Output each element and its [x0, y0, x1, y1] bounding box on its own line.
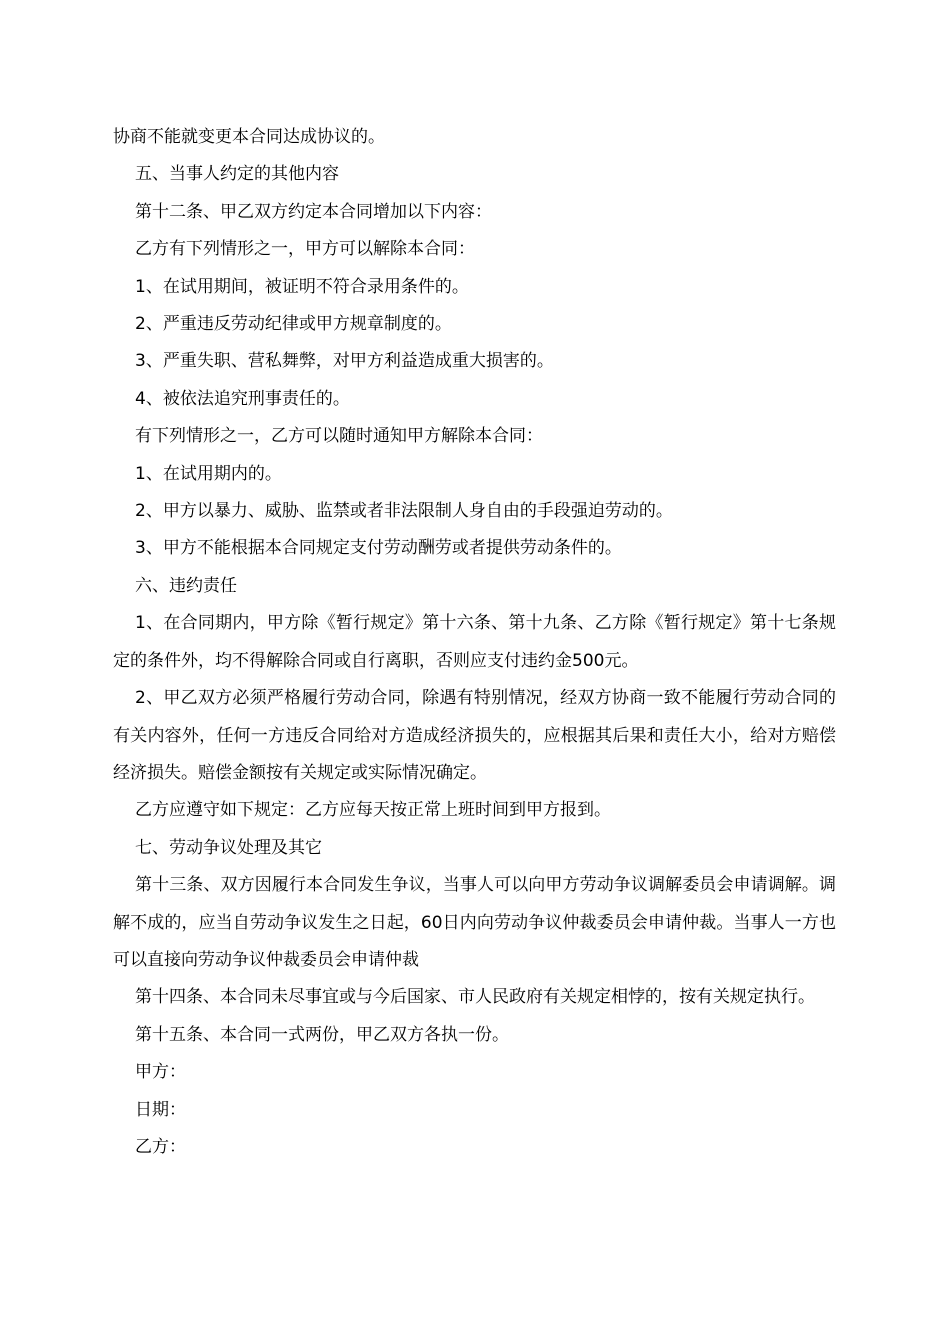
article-13: 第十三条、双方因履行本合同发生争议，当事人可以向甲方劳动争议调解委员会申请调解。调解不成的，应当自劳动争议发生之日起，60日内向劳动争议仲裁委员会申请仲裁。当事人一方也可以直接向劳动争议仲裁委员会申请仲裁	[113, 875, 836, 970]
termination-by-employer-intro: 乙方有下列情形之一，甲方可以解除本合同：	[135, 239, 475, 260]
list-item: 1、在试用期内的。	[135, 463, 282, 484]
list-item: 4、被依法追究刑事责任的。	[135, 388, 350, 409]
paragraph-continuation: 协商不能就变更本合同达成协议的。	[113, 127, 385, 147]
breach-clause-2: 2、甲乙双方必须严格履行劳动合同，除遇有特别情况，经双方协商一致不能履行劳动合同的有关内容外，任何一方违反合同给对方造成经济损失的，应根据其后果和责任大小，给对方赔偿经济损失。赔偿金额按有关规定或实际情况确定。	[113, 688, 836, 783]
article-15: 第十五条、本合同一式两份，甲乙双方各执一份。	[135, 1024, 509, 1045]
termination-by-employee-intro: 有下列情形之一，乙方可以随时通知甲方解除本合同：	[135, 426, 543, 447]
date-line: 日期：	[135, 1099, 186, 1120]
party-b-signature-line: 乙方：	[135, 1136, 186, 1157]
list-item: 3、甲方不能根据本合同规定支付劳动酬劳或者提供劳动条件的。	[135, 538, 622, 559]
list-item: 2、严重违反劳动纪律或甲方规章制度的。	[135, 314, 452, 335]
list-item: 3、严重失职、营私舞弊，对甲方利益造成重大损害的。	[135, 351, 554, 372]
list-item: 2、甲方以暴力、威胁、监禁或者非法限制人身自由的手段强迫劳动的。	[135, 501, 673, 522]
list-item: 1、在试用期间，被证明不符合录用条件的。	[135, 276, 469, 297]
section-heading-7: 七、劳动争议处理及其它	[135, 837, 322, 858]
document-body	[113, 119, 836, 1166]
attendance-rule: 乙方应遵守如下规定：乙方应每天按正常上班时间到甲方报到。	[135, 800, 611, 821]
party-a-signature-line: 甲方：	[135, 1062, 186, 1083]
article-12: 第十二条、甲乙双方约定本合同增加以下内容：	[135, 201, 492, 222]
article-14: 第十四条、本合同未尽事宜或与今后国家、市人民政府有关规定相悖的，按有关规定执行。	[135, 987, 815, 1008]
section-heading-6: 六、违约责任	[135, 575, 237, 596]
section-heading-5: 五、当事人约定的其他内容	[135, 164, 339, 185]
breach-clause-1: 1、在合同期内，甲方除《暂行规定》第十六条、第十九条、乙方除《暂行规定》第十七条规定的条件外，均不得解除合同或自行离职，否则应支付违约金500元。	[113, 613, 836, 671]
